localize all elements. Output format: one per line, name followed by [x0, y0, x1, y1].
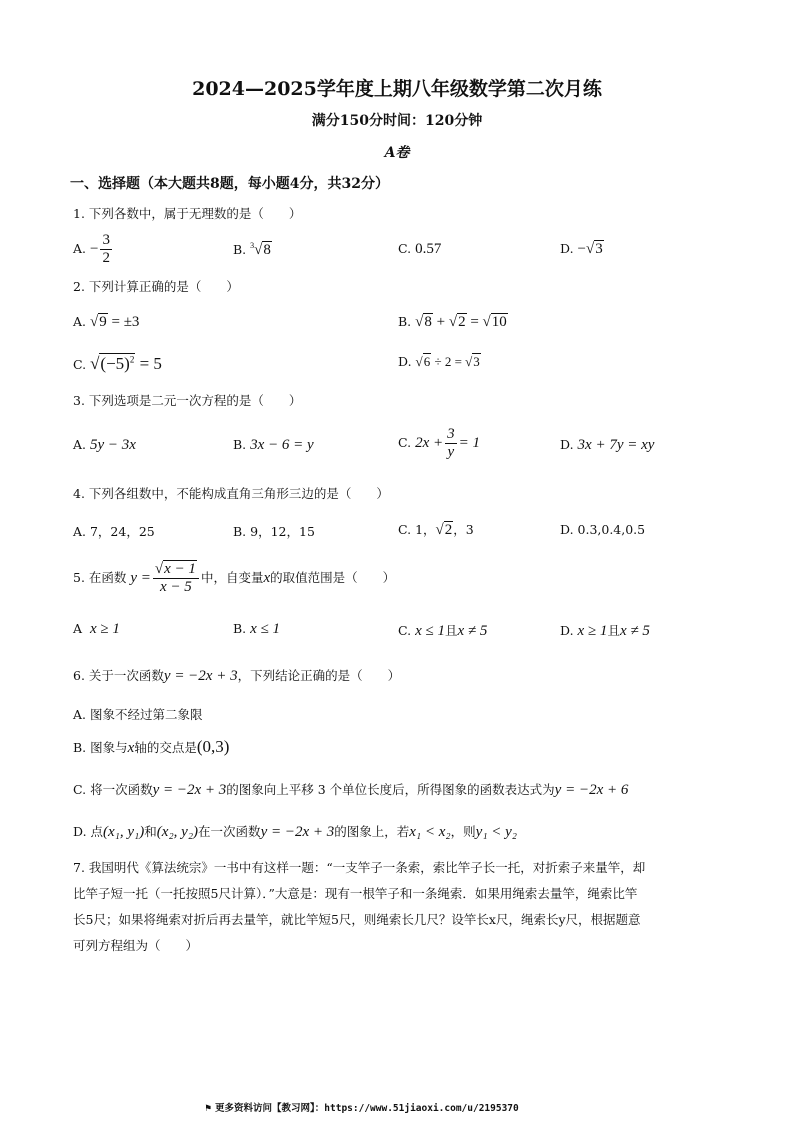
fraction-denominator: y	[447, 444, 455, 460]
paragraph-line: 可列方程组为（ ）	[73, 938, 199, 953]
q5-option-d	[560, 621, 650, 640]
radicand: 6	[423, 354, 431, 369]
radicand: 9	[99, 314, 107, 330]
equation: 3x − 6 = y	[250, 437, 314, 453]
option-label: B.	[233, 242, 247, 257]
fraction-denominator: x − 5	[160, 579, 192, 595]
question-7-stem	[73, 855, 725, 959]
q2-option-d: D. √6 ÷ 2 = √3	[398, 354, 480, 369]
exam-subtitle: 满分150分时间：120分钟	[311, 113, 483, 129]
radicand: 8	[263, 242, 271, 258]
q6-option-d	[73, 822, 517, 841]
option-label: D.	[398, 354, 412, 369]
stem-text: 中，自变量	[200, 570, 264, 585]
option-text: D. 点	[73, 824, 104, 839]
expression: (−5)	[100, 354, 130, 373]
option-label: D.	[560, 241, 574, 256]
q1-option-a: A. − $\frac{3}{2}$	[73, 232, 110, 266]
inequality: x ≤ 1	[415, 623, 445, 639]
equation: y =	[130, 570, 151, 586]
stem-text: 5. 在函数	[73, 570, 127, 585]
option-text: 轴的交点是	[134, 740, 197, 755]
option-label: B.	[233, 621, 247, 636]
q6-option-b	[73, 737, 229, 757]
radicand: 3	[595, 241, 603, 257]
option-text: C. 1，	[398, 522, 436, 537]
radicand: 2	[444, 522, 453, 538]
exam-volume: A卷	[384, 145, 410, 161]
question-5-stem: 5. 在函数 y = $\frac{√x - 1}{x - 5}$ 中，自变量x的取值范围是（ ）	[73, 561, 396, 595]
fraction-denominator: 2	[102, 250, 110, 266]
q1-option-c	[398, 241, 441, 258]
q4-option-a: A. 7，24，25	[73, 524, 155, 539]
q3-option-a	[73, 437, 136, 454]
radicand: 2	[458, 314, 466, 330]
option-text: C. 将一次函数	[73, 782, 153, 797]
stem-text: 的取值范围是（ ）	[270, 570, 396, 585]
option-text: 的图象向上平移 3 个单位长度后，所得图象的函数表达式为	[226, 782, 555, 797]
option-text: ，3	[453, 522, 474, 537]
option-label: A.	[73, 241, 87, 256]
inequality: x ≠ 5	[619, 623, 650, 639]
option-text: 和	[144, 824, 157, 839]
option-label: A	[73, 621, 83, 636]
inequality: x ≥ 1	[577, 623, 608, 639]
footer-text[interactable]: 更多资料访问【教习网】：https://www.51jiaoxi.com/u/2195370	[215, 1103, 519, 1114]
inequality: x ≤ 1	[250, 621, 281, 637]
fraction-numerator: 3	[447, 426, 455, 442]
point: (x₂, y₂)	[156, 824, 199, 840]
q4-option-c: C. 1，√2，3	[398, 522, 474, 538]
conjunction: 且	[607, 623, 620, 638]
inequality: y₁ < y₂	[475, 824, 518, 840]
stem-text: ，下列结论正确的是（ ）	[237, 668, 401, 683]
point: (0,3)	[196, 737, 230, 756]
function: y = −2x + 3	[260, 824, 335, 840]
option-label: B.	[233, 437, 247, 452]
question-1-stem: 1. 下列各数中，属于无理数的是（ ）	[73, 206, 302, 221]
exponent: 2	[129, 354, 135, 365]
option-label: C.	[398, 435, 412, 450]
option-label: C.	[398, 623, 412, 638]
option-value: 0.57	[415, 241, 442, 257]
function: y = −2x + 3	[163, 668, 238, 684]
variable: x	[127, 740, 135, 756]
section-heading: 一、选择题（本大题共8题，每小题4分，共32分）	[70, 176, 389, 192]
radicand: x − 1	[164, 561, 196, 577]
radicand: 3	[473, 354, 480, 369]
q5-option-a	[73, 621, 120, 638]
exam-title: 2024—2025学年度上期八年级数学第二次月练	[192, 78, 602, 100]
q3-option-b	[233, 437, 314, 454]
question-4-stem: 4. 下列各组数中，不能构成直角三角形三边的是（ ）	[73, 486, 389, 501]
option-text: 在一次函数	[198, 824, 261, 839]
q2-option-c: C. $√(-5)^2 = 5$	[73, 354, 162, 373]
q2-option-a: A. √9 = ±3	[73, 314, 140, 330]
option-label: B.	[398, 314, 412, 329]
equation: 2x +	[415, 435, 444, 451]
equation: = 1	[458, 435, 480, 451]
option-label: A.	[73, 437, 87, 452]
option-label: D.	[560, 623, 574, 638]
expression: = ±3	[111, 314, 140, 330]
footer-link[interactable]	[205, 1100, 519, 1114]
point: (x₁, y₁)	[103, 824, 145, 840]
equation: 3x + 7y = xy	[577, 437, 655, 453]
option-label: A.	[73, 314, 87, 329]
inequality: x ≥ 1	[89, 621, 120, 637]
equation: 5y − 3x	[90, 437, 136, 453]
option-text: 的图象上，若	[334, 824, 410, 839]
q2-option-b: B. √8 + √2 = √10	[398, 314, 507, 330]
expression: = 5	[139, 354, 162, 373]
radicand: 10	[491, 314, 507, 330]
inequality: x₁ < x₂	[409, 824, 451, 840]
radicand: 8	[424, 314, 432, 330]
expression: ÷ 2 =	[434, 354, 462, 369]
q3-option-d	[560, 437, 654, 454]
option-label: D.	[560, 437, 574, 452]
option-text: ，则	[450, 824, 476, 839]
conjunction: 且	[444, 623, 458, 638]
q3-option-c	[398, 426, 480, 461]
function: y = −2x + 3	[152, 782, 227, 798]
option-label: C.	[73, 357, 87, 372]
paragraph-line: 长5尺；如果将绳索对折后再去量竿，就比竿短5尺，则绳索长几尺？设竿长x尺，绳索长y尺，根据题意	[73, 912, 641, 927]
stem-text: 6. 关于一次函数	[73, 668, 164, 683]
q1-option-d: D. −√3	[560, 241, 603, 257]
option-text: B. 图象与	[73, 740, 128, 755]
q6-option-a: A. 图象不经过第二象限	[73, 707, 203, 722]
paragraph-line: 比竿子短一托（一托按照5尺计算）．”大意是：现有一根竿子和一条绳索．如果用绳索去量竿，绳索比竿	[73, 886, 638, 901]
paragraph-line: 7. 我国明代《算法统宗》一书中有这样一题：“一支竿子一条索，索比竿子长一托，对折索子来量竿，却	[73, 860, 646, 875]
function: y = −2x + 6	[554, 782, 629, 798]
fraction-numerator: 3	[102, 232, 110, 248]
q1-option-b: B. $^3$√8	[233, 241, 271, 258]
question-3-stem: 3. 下列选项是二元一次方程的是（ ）	[73, 393, 302, 408]
q6-option-c	[73, 780, 628, 799]
q4-option-d: D. 0.3,0.4,0.5	[560, 522, 646, 537]
q5-option-b	[233, 621, 280, 638]
question-6-stem	[73, 666, 400, 685]
q5-option-c	[398, 621, 487, 640]
inequality: x ≠ 5	[457, 623, 488, 639]
option-label: C.	[398, 241, 412, 256]
variable: x	[263, 570, 271, 586]
question-2-stem: 2. 下列计算正确的是（ ）	[73, 279, 239, 294]
flag-icon: ⚑	[205, 1103, 212, 1114]
q4-option-b: B. 9，12，15	[233, 524, 315, 539]
